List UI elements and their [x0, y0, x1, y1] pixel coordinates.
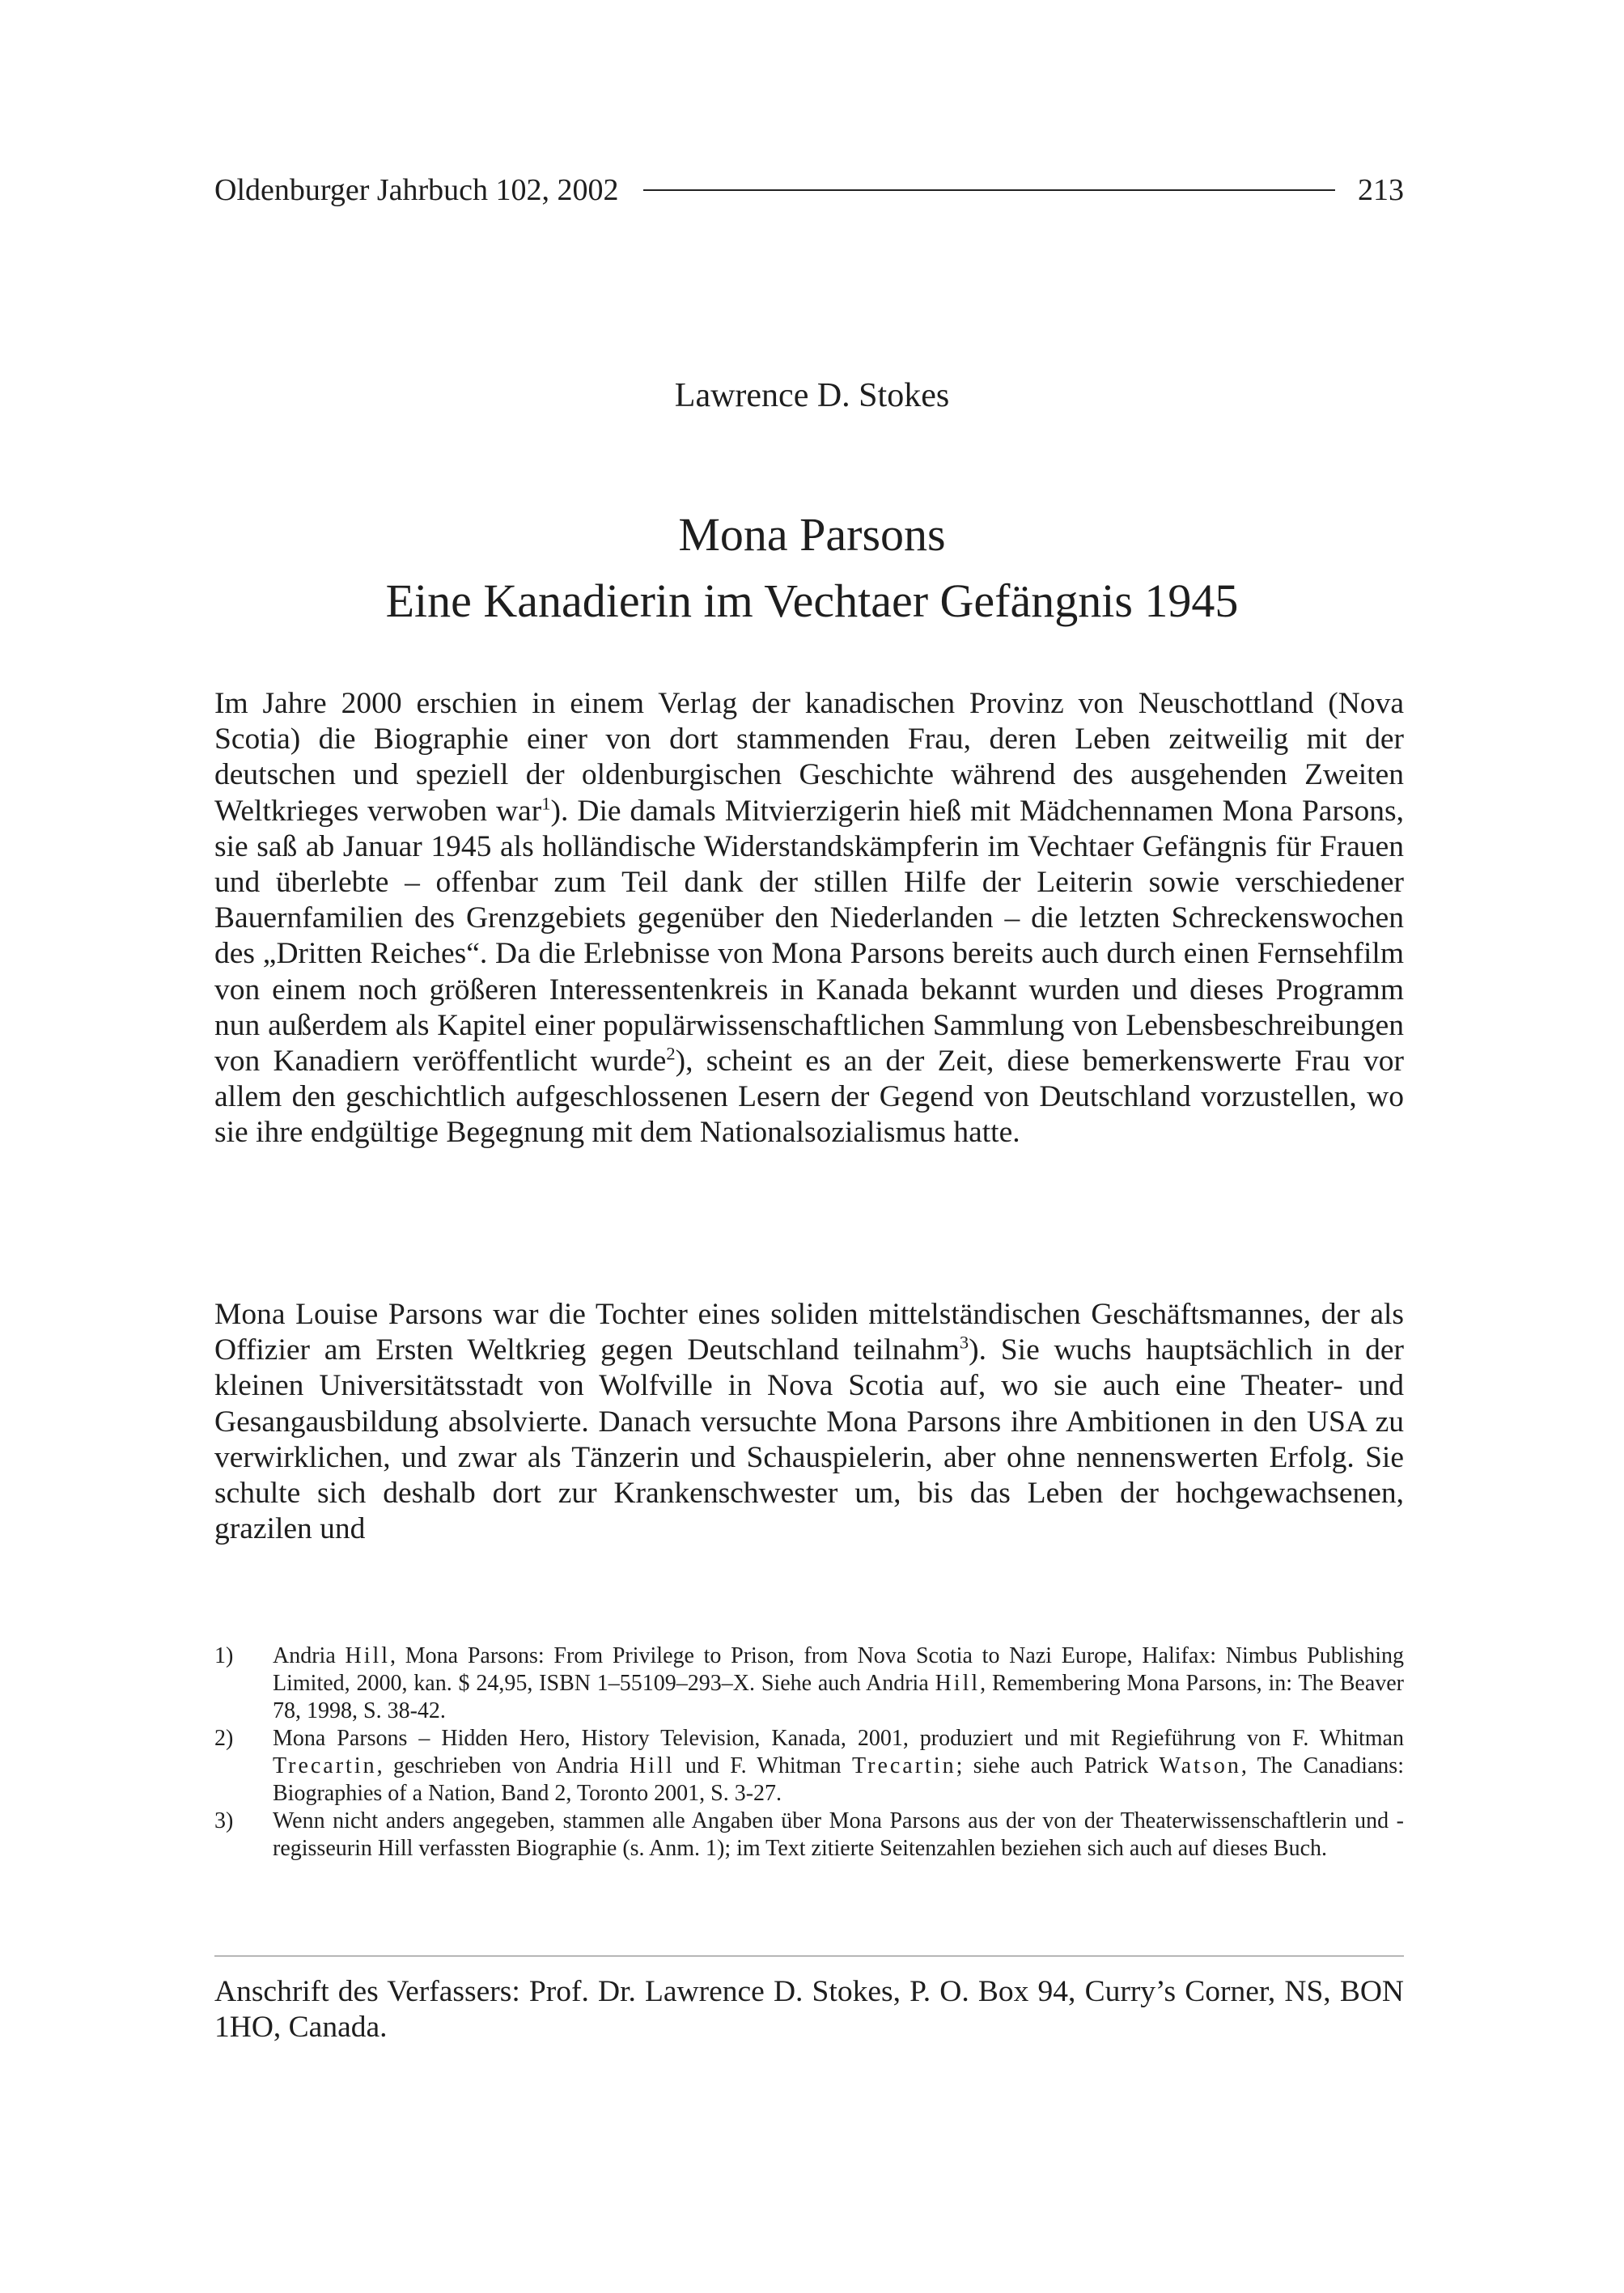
article-title — [0, 502, 1624, 634]
footnote-2 — [214, 1725, 1404, 1808]
footnotes — [214, 1642, 1404, 1863]
article-author: Lawrence D. Stokes — [674, 377, 950, 414]
footnote-ref-3: 3 — [959, 1332, 969, 1353]
footnote-text: Wenn nicht anders angegeben, stammen alle Angaben über Mona Parsons aus der von der Theaterwissenschaftlerin und -regisseurin Hill verfassten Biographie (s. Anm. 1); im Text zitierte Seitenzahlen beziehen sich auch auf dieses Buch. — [273, 1808, 1404, 1861]
paragraph-text: ), scheint es an der Zeit, diese bemerkenswerte Frau vor allem den geschichtlich aufgeschlossenen Lesern der Gegend von Deutschland vorzustellen, wo sie ihre endgültige Begegnung mit dem Nationalsozialismus hatte. — [214, 1045, 1404, 1150]
footnote-number: 3) — [214, 1808, 234, 1833]
paragraph-text: Mona Louise Parsons war die Tochter eines soliden mittelständischen Geschäftsmannes, der als Offizier am Ersten Weltkrieg gegen Deutschland teilnahm — [214, 1298, 1404, 1367]
paragraph-text: ). Sie wuchs hauptsächlich in der kleinen Universitätsstadt von Wolfville in Nova Scotia auf, wo sie auch eine Theater- und Gesangausbildung absolvierte. Danach versuchte Mona Parsons ihre Ambitionen in den USA zu verwirklichen, und zwar als Tänzerin und Schauspielerin, aber ohne nennenswerten Erfolg. Sie schulte sich deshalb dort zur Krankenschwester um, bis das Leben der hochgewachsenen, grazilen und — [214, 1333, 1404, 1546]
author-address: Anschrift des Verfassers: Prof. Dr. Lawrence D. Stokes, P. O. Box 94, Curry’s Corner, NS, BON 1HO, Canada. — [214, 1975, 1404, 2044]
body-paragraph-1 — [214, 686, 1404, 1151]
title-line-2: Eine Kanadierin im Vechtaer Gefängnis 1945 — [385, 574, 1239, 627]
footnote-number: 1) — [214, 1643, 234, 1668]
footnote-number: 2) — [214, 1726, 234, 1751]
footnote-ref-2: 2 — [666, 1043, 676, 1064]
paragraph-text: Im Jahre 2000 erschien in einem Verlag der kanadischen Provinz von Neuschottland (Nova Scotia) die Biographie einer von dort stammenden Frau, deren Leben zeitweilig mit der deutschen und speziell der oldenburgischen Geschichte während des ausgehenden Zweiten Weltkrieges verwoben war — [214, 687, 1404, 828]
running-head — [214, 170, 1404, 210]
footnote-text: Andria Hill, Mona Parsons: From Privilege to Prison, from Nova Scotia to Nazi Europe, Halifax: Nimbus Publishing Limited, 2000, kan. $ 24,95, ISBN 1–55109–293–X. Siehe auch Andria Hill, Remembering Mona Parsons, in: The Beaver 78, 1998, S. 38-42. — [273, 1643, 1404, 1723]
footnote-3 — [214, 1808, 1404, 1863]
footnote-1 — [214, 1642, 1404, 1725]
title-line-1: Mona Parsons — [678, 508, 946, 561]
body-paragraph-2 — [214, 1297, 1404, 1547]
page-number: 213 — [1358, 173, 1404, 207]
paragraph-text: ). Die damals Mitvierzigerin hieß mit Mädchennamen Mona Parsons, sie saß ab Januar 1945 als holländische Widerstandskämpferin im Vechtaer Gefängnis für Frauen und überlebte – offenbar zum Teil dank der stillen Hilfe der Leiterin sowie verschiedener Bauernfamilien des Grenzgebiets gegenüber den Niederlanden – die letzten Schreckenswochen des „Dritten Reiches“. Da die Erlebnisse von Mona Parsons bereits auch durch einen Fernsehfilm von einem noch größeren Interessentenkreis in Kanada bekannt wurden und dieses Programm nun außerdem als Kapitel einer populärwissenschaftlichen Sammlung von Lebensbeschreibungen von Kanadiern veröffentlicht wurde — [214, 794, 1405, 1079]
journal-title: Oldenburger Jahrbuch 102, 2002 — [214, 173, 619, 207]
header-rule — [643, 189, 1335, 191]
footnote-text: Mona Parsons – Hidden Hero, History Television, Kanada, 2001, produziert und mit Regieführung von F. Whitman Trecartin, geschrieben von Andria Hill und F. Whitman Trecartin; siehe auch Patrick Watson, The Canadians: Biographies of a Nation, Band 2, Toronto 2001, S. 3-27. — [273, 1726, 1404, 1806]
footnote-ref-1: 1 — [541, 793, 551, 814]
